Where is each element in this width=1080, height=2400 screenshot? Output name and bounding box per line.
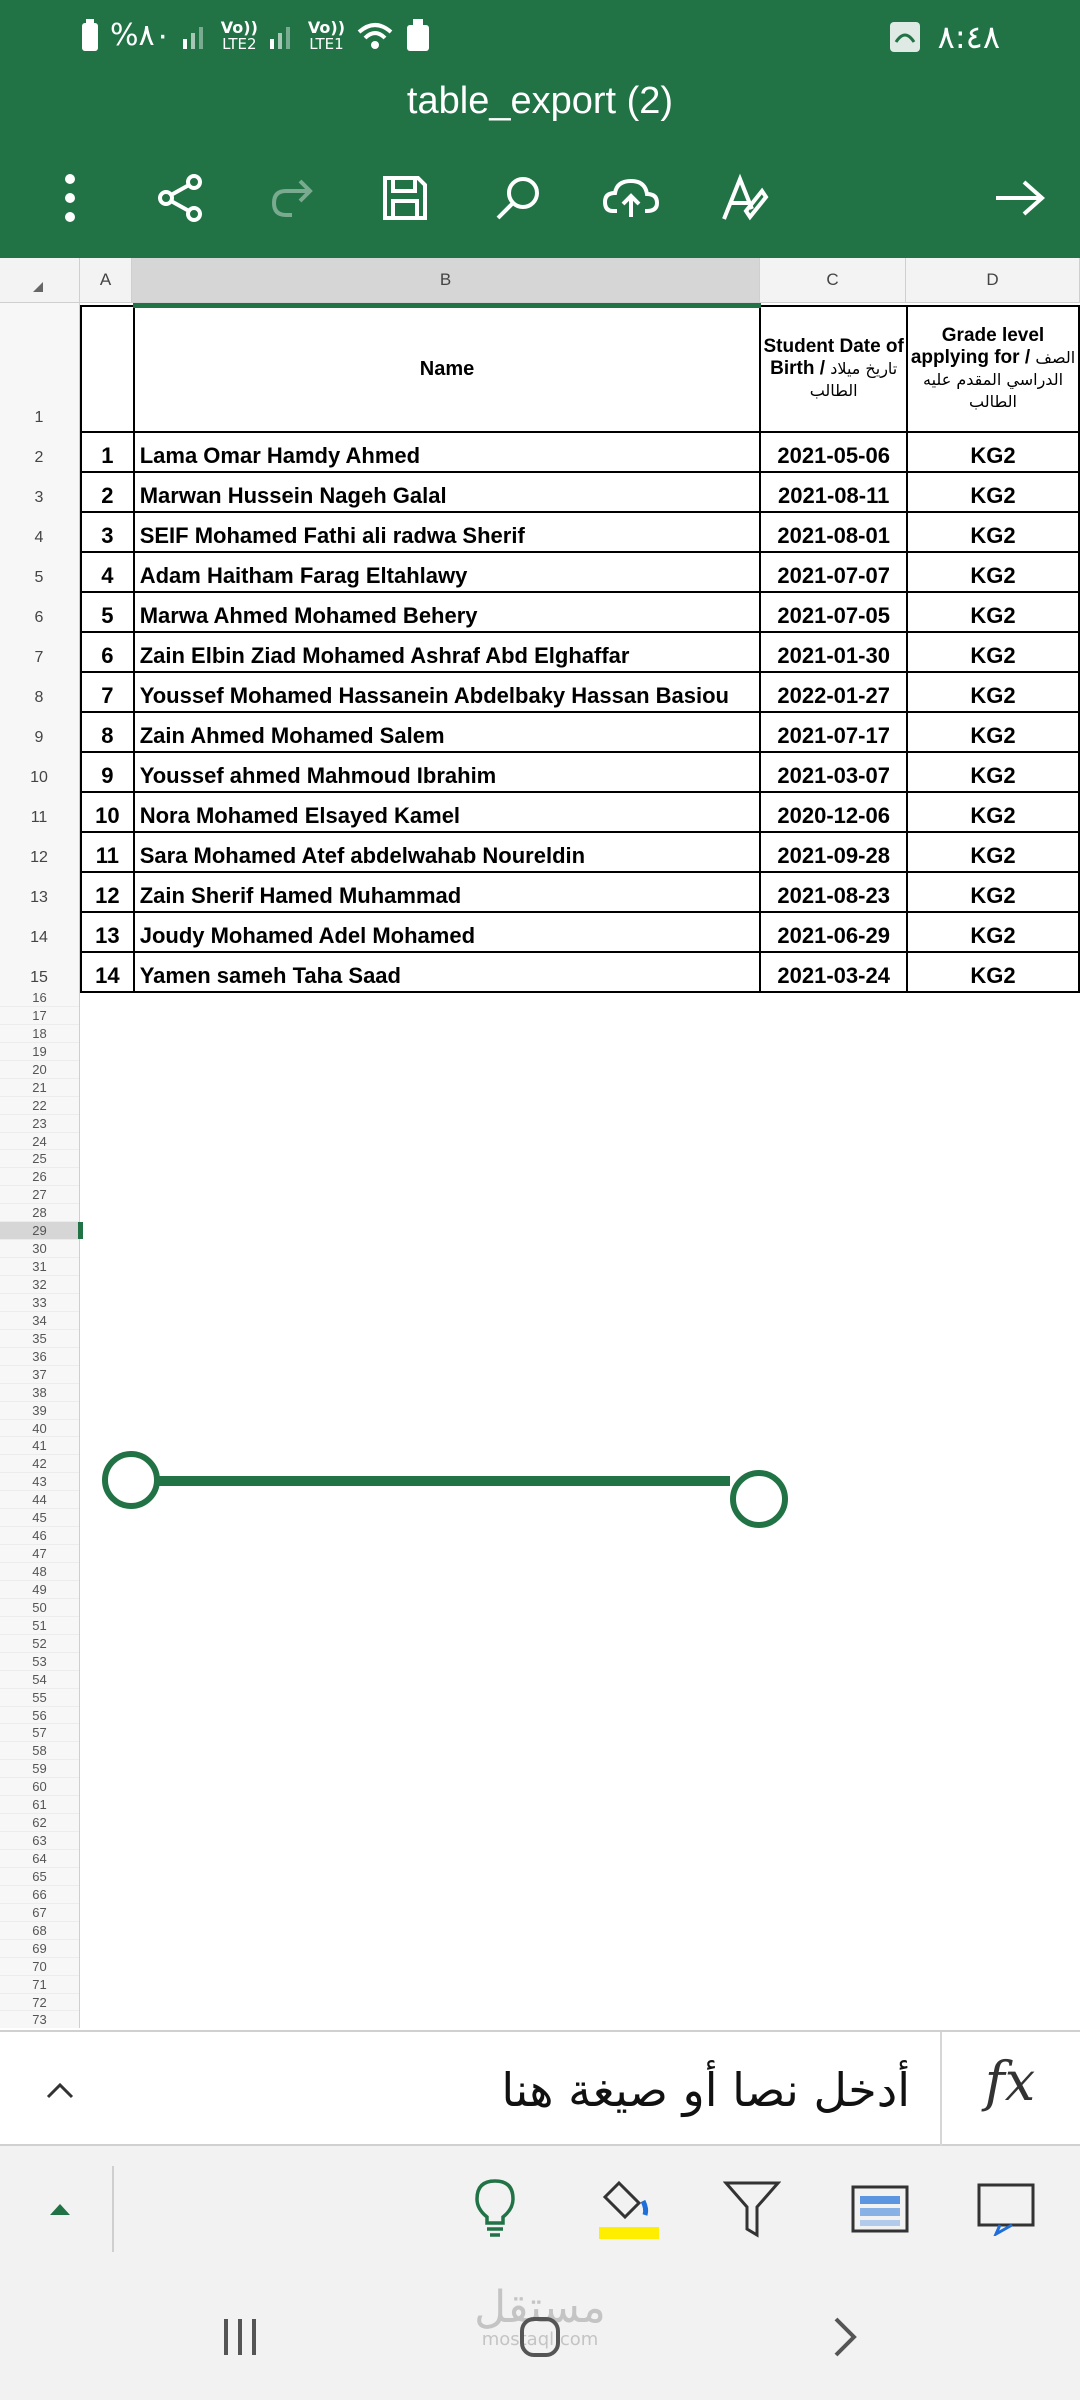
row-number: 2: [34, 449, 44, 466]
column-header-d[interactable]: D: [906, 258, 1080, 303]
row-header[interactable]: [0, 303, 80, 429]
draw-button[interactable]: [710, 160, 780, 235]
cell-dob[interactable]: 2020-12-06: [760, 792, 907, 832]
cloud-upload-button[interactable]: [596, 160, 666, 235]
draw-icon: [720, 173, 770, 223]
row-header[interactable]: 27: [0, 1186, 79, 1204]
forward-arrow-icon: [994, 178, 1046, 218]
grade-header-ar: الصف الدراسي المقدم عليه الطالب: [922, 347, 1076, 411]
cell-grade[interactable]: KG2: [907, 712, 1079, 752]
share-button[interactable]: [146, 160, 216, 235]
expand-formula-button[interactable]: [30, 2060, 90, 2120]
cell-name[interactable]: Yamen sameh Taha Saad: [134, 952, 761, 992]
row-number: 9: [34, 729, 44, 746]
cell-number[interactable]: 10: [81, 792, 134, 832]
table-body: [81, 432, 1079, 992]
header-cell-a[interactable]: [81, 306, 134, 432]
row-header[interactable]: 21: [0, 1079, 79, 1097]
triangle-up-icon: [48, 2202, 72, 2216]
cell-name[interactable]: Marwan Hussein Nageh Galal: [134, 472, 761, 512]
chevron-right-icon: [830, 2315, 860, 2359]
row-header[interactable]: 31: [0, 1258, 79, 1276]
table-row: [81, 552, 1079, 592]
row-number: 12: [30, 849, 48, 866]
search-icon: [493, 173, 543, 223]
fill-color-icon: [595, 2177, 661, 2241]
table-row: [81, 472, 1079, 512]
spreadsheet-grid[interactable]: [0, 258, 1080, 2028]
cell-dob[interactable]: 2021-03-07: [760, 752, 907, 792]
cell-dob[interactable]: 2021-09-28: [760, 832, 907, 872]
chevron-up-icon: [45, 2080, 75, 2100]
cell-dob[interactable]: 2021-07-05: [760, 592, 907, 632]
cell-name[interactable]: Sara Mohamed Atef abdelwahab Noureldin: [134, 832, 761, 872]
row-header[interactable]: 34: [0, 1312, 79, 1330]
row-header[interactable]: 61: [0, 1796, 79, 1814]
cell-name[interactable]: Lama Omar Hamdy Ahmed: [134, 432, 761, 472]
row-number: 7: [34, 649, 44, 666]
row-header[interactable]: 71: [0, 1976, 79, 1994]
table-row: [81, 752, 1079, 792]
selection-range[interactable]: [130, 1476, 730, 1486]
row-header[interactable]: [0, 549, 80, 589]
row-header[interactable]: [0, 429, 80, 469]
system-nav-bar: [0, 2272, 1080, 2400]
row-header[interactable]: [0, 629, 80, 669]
row-header[interactable]: 32: [0, 1276, 79, 1294]
forward-button[interactable]: [985, 160, 1055, 235]
cell-grade[interactable]: KG2: [907, 752, 1079, 792]
row-header[interactable]: 17: [0, 1007, 79, 1025]
sim2-indicator: [220, 17, 258, 53]
row-header[interactable]: 42: [0, 1455, 79, 1473]
row-header[interactable]: 64: [0, 1850, 79, 1868]
clock: ٨:٤٨: [937, 18, 1000, 56]
cell-number[interactable]: 12: [81, 872, 134, 912]
row-header[interactable]: 30: [0, 1240, 79, 1258]
row-header[interactable]: 37: [0, 1366, 79, 1384]
dob-header-en: Student Date of Birth /: [763, 335, 904, 379]
row-header[interactable]: 22: [0, 1097, 79, 1115]
cell-number[interactable]: 3: [81, 512, 134, 552]
comment-icon: [976, 2182, 1036, 2236]
action-bar: [0, 2146, 1080, 2272]
table-row: [81, 592, 1079, 632]
row-header[interactable]: 41: [0, 1437, 79, 1455]
cell-number[interactable]: 4: [81, 552, 134, 592]
cell-grade[interactable]: KG2: [907, 512, 1079, 552]
row-header[interactable]: 36: [0, 1348, 79, 1366]
row-header[interactable]: 39: [0, 1402, 79, 1420]
cell-number[interactable]: 1: [81, 432, 134, 472]
row-number: 15: [30, 969, 48, 986]
recent-apps-icon: [220, 2317, 260, 2357]
row-header[interactable]: 62: [0, 1814, 79, 1832]
cell-name[interactable]: Nora Mohamed Elsayed Kamel: [134, 792, 761, 832]
cell-number[interactable]: 11: [81, 832, 134, 872]
sim1-indicator: [307, 17, 345, 53]
row-header[interactable]: 23: [0, 1115, 79, 1133]
row-header[interactable]: 29: [0, 1222, 79, 1240]
ideas-button[interactable]: [455, 2166, 535, 2252]
row-header[interactable]: [0, 909, 80, 949]
row-header[interactable]: [0, 469, 80, 509]
row-number: 10: [30, 769, 48, 786]
row-header[interactable]: 59: [0, 1760, 79, 1778]
row-number: 5: [34, 569, 44, 586]
formula-bar: [0, 2030, 1080, 2146]
row-header[interactable]: 65: [0, 1868, 79, 1886]
cell-grade[interactable]: KG2: [907, 472, 1079, 512]
row-header[interactable]: 58: [0, 1742, 79, 1760]
sim2-label: LTE2: [222, 34, 257, 53]
grade-header-en: Grade level applying for /: [910, 324, 1045, 368]
action-bar-divider: [112, 2166, 114, 2252]
header-cell-dob[interactable]: [760, 306, 907, 432]
redo-icon: [268, 173, 318, 223]
row-header[interactable]: 43: [0, 1473, 79, 1491]
more-icon: [64, 173, 76, 223]
cell-number[interactable]: 2: [81, 472, 134, 512]
cell-name[interactable]: Adam Haitham Farag Eltahlawy: [134, 552, 761, 592]
row-header[interactable]: 25: [0, 1150, 79, 1168]
cell-number[interactable]: 8: [81, 712, 134, 752]
row-header[interactable]: 69: [0, 1940, 79, 1958]
comment-button[interactable]: [966, 2166, 1046, 2252]
row-number: 13: [30, 889, 48, 906]
row-header[interactable]: 55: [0, 1689, 79, 1707]
table-row: [81, 832, 1079, 872]
row-header[interactable]: 28: [0, 1204, 79, 1222]
filter-icon: [723, 2179, 781, 2239]
table-row: [81, 432, 1079, 472]
cell-dob[interactable]: 2021-05-06: [760, 432, 907, 472]
row-number: 1: [34, 409, 44, 426]
cell-name[interactable]: Zain Sherif Hamed Muhammad: [134, 872, 761, 912]
status-right: [888, 18, 1000, 56]
back-button[interactable]: [805, 2302, 885, 2372]
cell-number[interactable]: 9: [81, 752, 134, 792]
status-left: [80, 18, 431, 53]
battery-icon: [80, 19, 100, 53]
row-header[interactable]: 47: [0, 1545, 79, 1563]
row-header[interactable]: 57: [0, 1724, 79, 1742]
row-header[interactable]: [0, 789, 80, 829]
volte-label: Vo)): [307, 17, 345, 37]
battery-percent: %٨٠: [110, 18, 171, 53]
cell-number[interactable]: 5: [81, 592, 134, 632]
cell-name[interactable]: Marwa Ahmed Mohamed Behery: [134, 592, 761, 632]
cell-grade[interactable]: KG2: [907, 792, 1079, 832]
home-icon: [518, 2315, 562, 2359]
row-header[interactable]: 51: [0, 1617, 79, 1635]
document-title: table_export (2): [406, 80, 674, 122]
row-header[interactable]: 38: [0, 1384, 79, 1402]
header-cell-grade[interactable]: [907, 306, 1079, 432]
lightbulb-icon: [473, 2177, 517, 2241]
table-row: [81, 792, 1079, 832]
save-icon: [380, 173, 430, 223]
table-header-row: [81, 306, 1079, 432]
cell-grade[interactable]: KG2: [907, 592, 1079, 632]
dob-header-ar: تاريخ ميلاد الطالب: [809, 358, 898, 400]
cell-grade[interactable]: KG2: [907, 432, 1079, 472]
row-header[interactable]: 33: [0, 1294, 79, 1312]
row-header[interactable]: 72: [0, 1994, 79, 2012]
header-cell-name[interactable]: Name: [134, 306, 761, 432]
cell-grade[interactable]: KG2: [907, 872, 1079, 912]
selection-handle-end[interactable]: [730, 1470, 788, 1528]
app-notification-icon: [888, 20, 922, 54]
row-header[interactable]: [0, 869, 80, 909]
cell-dob[interactable]: 2021-07-07: [760, 552, 907, 592]
sim1-label: LTE1: [309, 34, 344, 53]
row-header[interactable]: [0, 509, 80, 549]
more-button[interactable]: [35, 160, 105, 235]
share-icon: [156, 173, 206, 223]
row-header[interactable]: 54: [0, 1671, 79, 1689]
formula-input[interactable]: أدخل نصا أو صيغة هنا: [501, 2063, 910, 2117]
row-header[interactable]: 44: [0, 1491, 79, 1509]
row-header[interactable]: [0, 589, 80, 629]
cell-name[interactable]: Youssef Mohamed Hassanein Abdelbaky Hassan Basiou: [134, 672, 761, 712]
row-header[interactable]: [0, 749, 80, 789]
row-number: 11: [30, 809, 48, 826]
row-header[interactable]: 24: [0, 1133, 79, 1151]
row-header[interactable]: 20: [0, 1061, 79, 1079]
fill-color-button[interactable]: [588, 2166, 668, 2252]
cell-dob[interactable]: 2021-03-24: [760, 952, 907, 992]
row-header[interactable]: 60: [0, 1778, 79, 1796]
row-header[interactable]: 49: [0, 1581, 79, 1599]
selection-handle-start[interactable]: [102, 1451, 160, 1509]
row-number: 6: [34, 609, 44, 626]
search-button[interactable]: [483, 160, 553, 235]
row-number: 4: [34, 529, 44, 546]
row-header[interactable]: [0, 829, 80, 869]
row-number: 14: [30, 929, 48, 946]
table-format-icon: [850, 2184, 910, 2234]
cell-number[interactable]: 7: [81, 672, 134, 712]
cell-dob[interactable]: 2022-01-27: [760, 672, 907, 712]
redo-button[interactable]: [258, 160, 328, 235]
cell-number[interactable]: 13: [81, 912, 134, 952]
table-row: [81, 672, 1079, 712]
cell-dob[interactable]: 2021-08-01: [760, 512, 907, 552]
row-header[interactable]: 45: [0, 1509, 79, 1527]
row-header[interactable]: 73: [0, 2011, 79, 2028]
column-header-a[interactable]: A: [80, 258, 132, 303]
toolbar: [0, 160, 1080, 235]
empty-row-headers: [0, 989, 80, 2028]
table-row: [81, 712, 1079, 752]
status-bar: [0, 0, 1080, 75]
row-header[interactable]: 35: [0, 1330, 79, 1348]
app-header: [0, 0, 1080, 258]
row-header[interactable]: [0, 709, 80, 749]
row-header[interactable]: 70: [0, 1958, 79, 1976]
cell-number[interactable]: 14: [81, 952, 134, 992]
cell-dob[interactable]: 2021-08-11: [760, 472, 907, 512]
signal-icon: [181, 21, 211, 51]
table-row: [81, 912, 1079, 952]
recycle-icon: [405, 19, 431, 53]
fx-button[interactable]: fx: [984, 2050, 1036, 2113]
row-header[interactable]: 19: [0, 1043, 79, 1061]
format-table-button[interactable]: [840, 2166, 920, 2252]
table-row: [81, 872, 1079, 912]
cloud-upload-icon: [603, 173, 659, 223]
filter-button[interactable]: [712, 2166, 792, 2252]
recent-apps-button[interactable]: [200, 2302, 280, 2372]
row-header[interactable]: 40: [0, 1420, 79, 1438]
row-header[interactable]: 52: [0, 1635, 79, 1653]
table-row: [81, 952, 1079, 992]
row-header[interactable]: 67: [0, 1904, 79, 1922]
save-button[interactable]: [370, 160, 440, 235]
cell-grade[interactable]: KG2: [907, 632, 1079, 672]
row-header[interactable]: 63: [0, 1832, 79, 1850]
cell-name[interactable]: Youssef ahmed Mahmoud Ibrahim: [134, 752, 761, 792]
table-row: [81, 512, 1079, 552]
cell-grade[interactable]: KG2: [907, 552, 1079, 592]
row-number: 8: [34, 689, 44, 706]
cell-dob[interactable]: 2021-06-29: [760, 912, 907, 952]
row-header[interactable]: 50: [0, 1599, 79, 1617]
row-header[interactable]: 46: [0, 1527, 79, 1545]
column-header-b[interactable]: B: [132, 258, 760, 303]
row-header[interactable]: [0, 669, 80, 709]
formula-divider: [940, 2032, 942, 2148]
cell-name[interactable]: Zain Ahmed Mohamed Salem: [134, 712, 761, 752]
expand-ribbon-button[interactable]: [20, 2166, 100, 2252]
row-header[interactable]: 18: [0, 1025, 79, 1043]
signal-icon: [268, 21, 298, 51]
cell-dob[interactable]: 2021-01-30: [760, 632, 907, 672]
cell-dob[interactable]: 2021-07-17: [760, 712, 907, 752]
wifi-icon: [355, 20, 395, 52]
column-header-c[interactable]: C: [760, 258, 906, 303]
row-header[interactable]: 66: [0, 1886, 79, 1904]
cell-grade[interactable]: KG2: [907, 912, 1079, 952]
cell-grade[interactable]: KG2: [907, 832, 1079, 872]
cell-name[interactable]: Joudy Mohamed Adel Mohamed: [134, 912, 761, 952]
row-header[interactable]: 26: [0, 1168, 79, 1186]
cell-grade[interactable]: KG2: [907, 952, 1079, 992]
cell-grade[interactable]: KG2: [907, 672, 1079, 712]
volte-label: Vo)): [220, 17, 258, 37]
watermark-text: مستقل: [474, 2282, 606, 2333]
row-header[interactable]: 56: [0, 1707, 79, 1725]
row-number: 3: [34, 489, 44, 506]
home-button[interactable]: [500, 2302, 580, 2372]
row-header[interactable]: 53: [0, 1653, 79, 1671]
cell-name[interactable]: SEIF Mohamed Fathi ali radwa Sherif: [134, 512, 761, 552]
watermark-domain: mostaql.com: [481, 2329, 599, 2350]
row-header[interactable]: 48: [0, 1563, 79, 1581]
row-header[interactable]: 68: [0, 1922, 79, 1940]
data-table: [80, 303, 1080, 993]
table-row: [81, 632, 1079, 672]
row-header[interactable]: 16: [0, 989, 79, 1007]
select-all-corner[interactable]: [0, 258, 80, 303]
cell-name[interactable]: Zain Elbin Ziad Mohamed Ashraf Abd Elghaffar: [134, 632, 761, 672]
cell-dob[interactable]: 2021-08-23: [760, 872, 907, 912]
cell-number[interactable]: 6: [81, 632, 134, 672]
row-header[interactable]: [0, 949, 80, 989]
